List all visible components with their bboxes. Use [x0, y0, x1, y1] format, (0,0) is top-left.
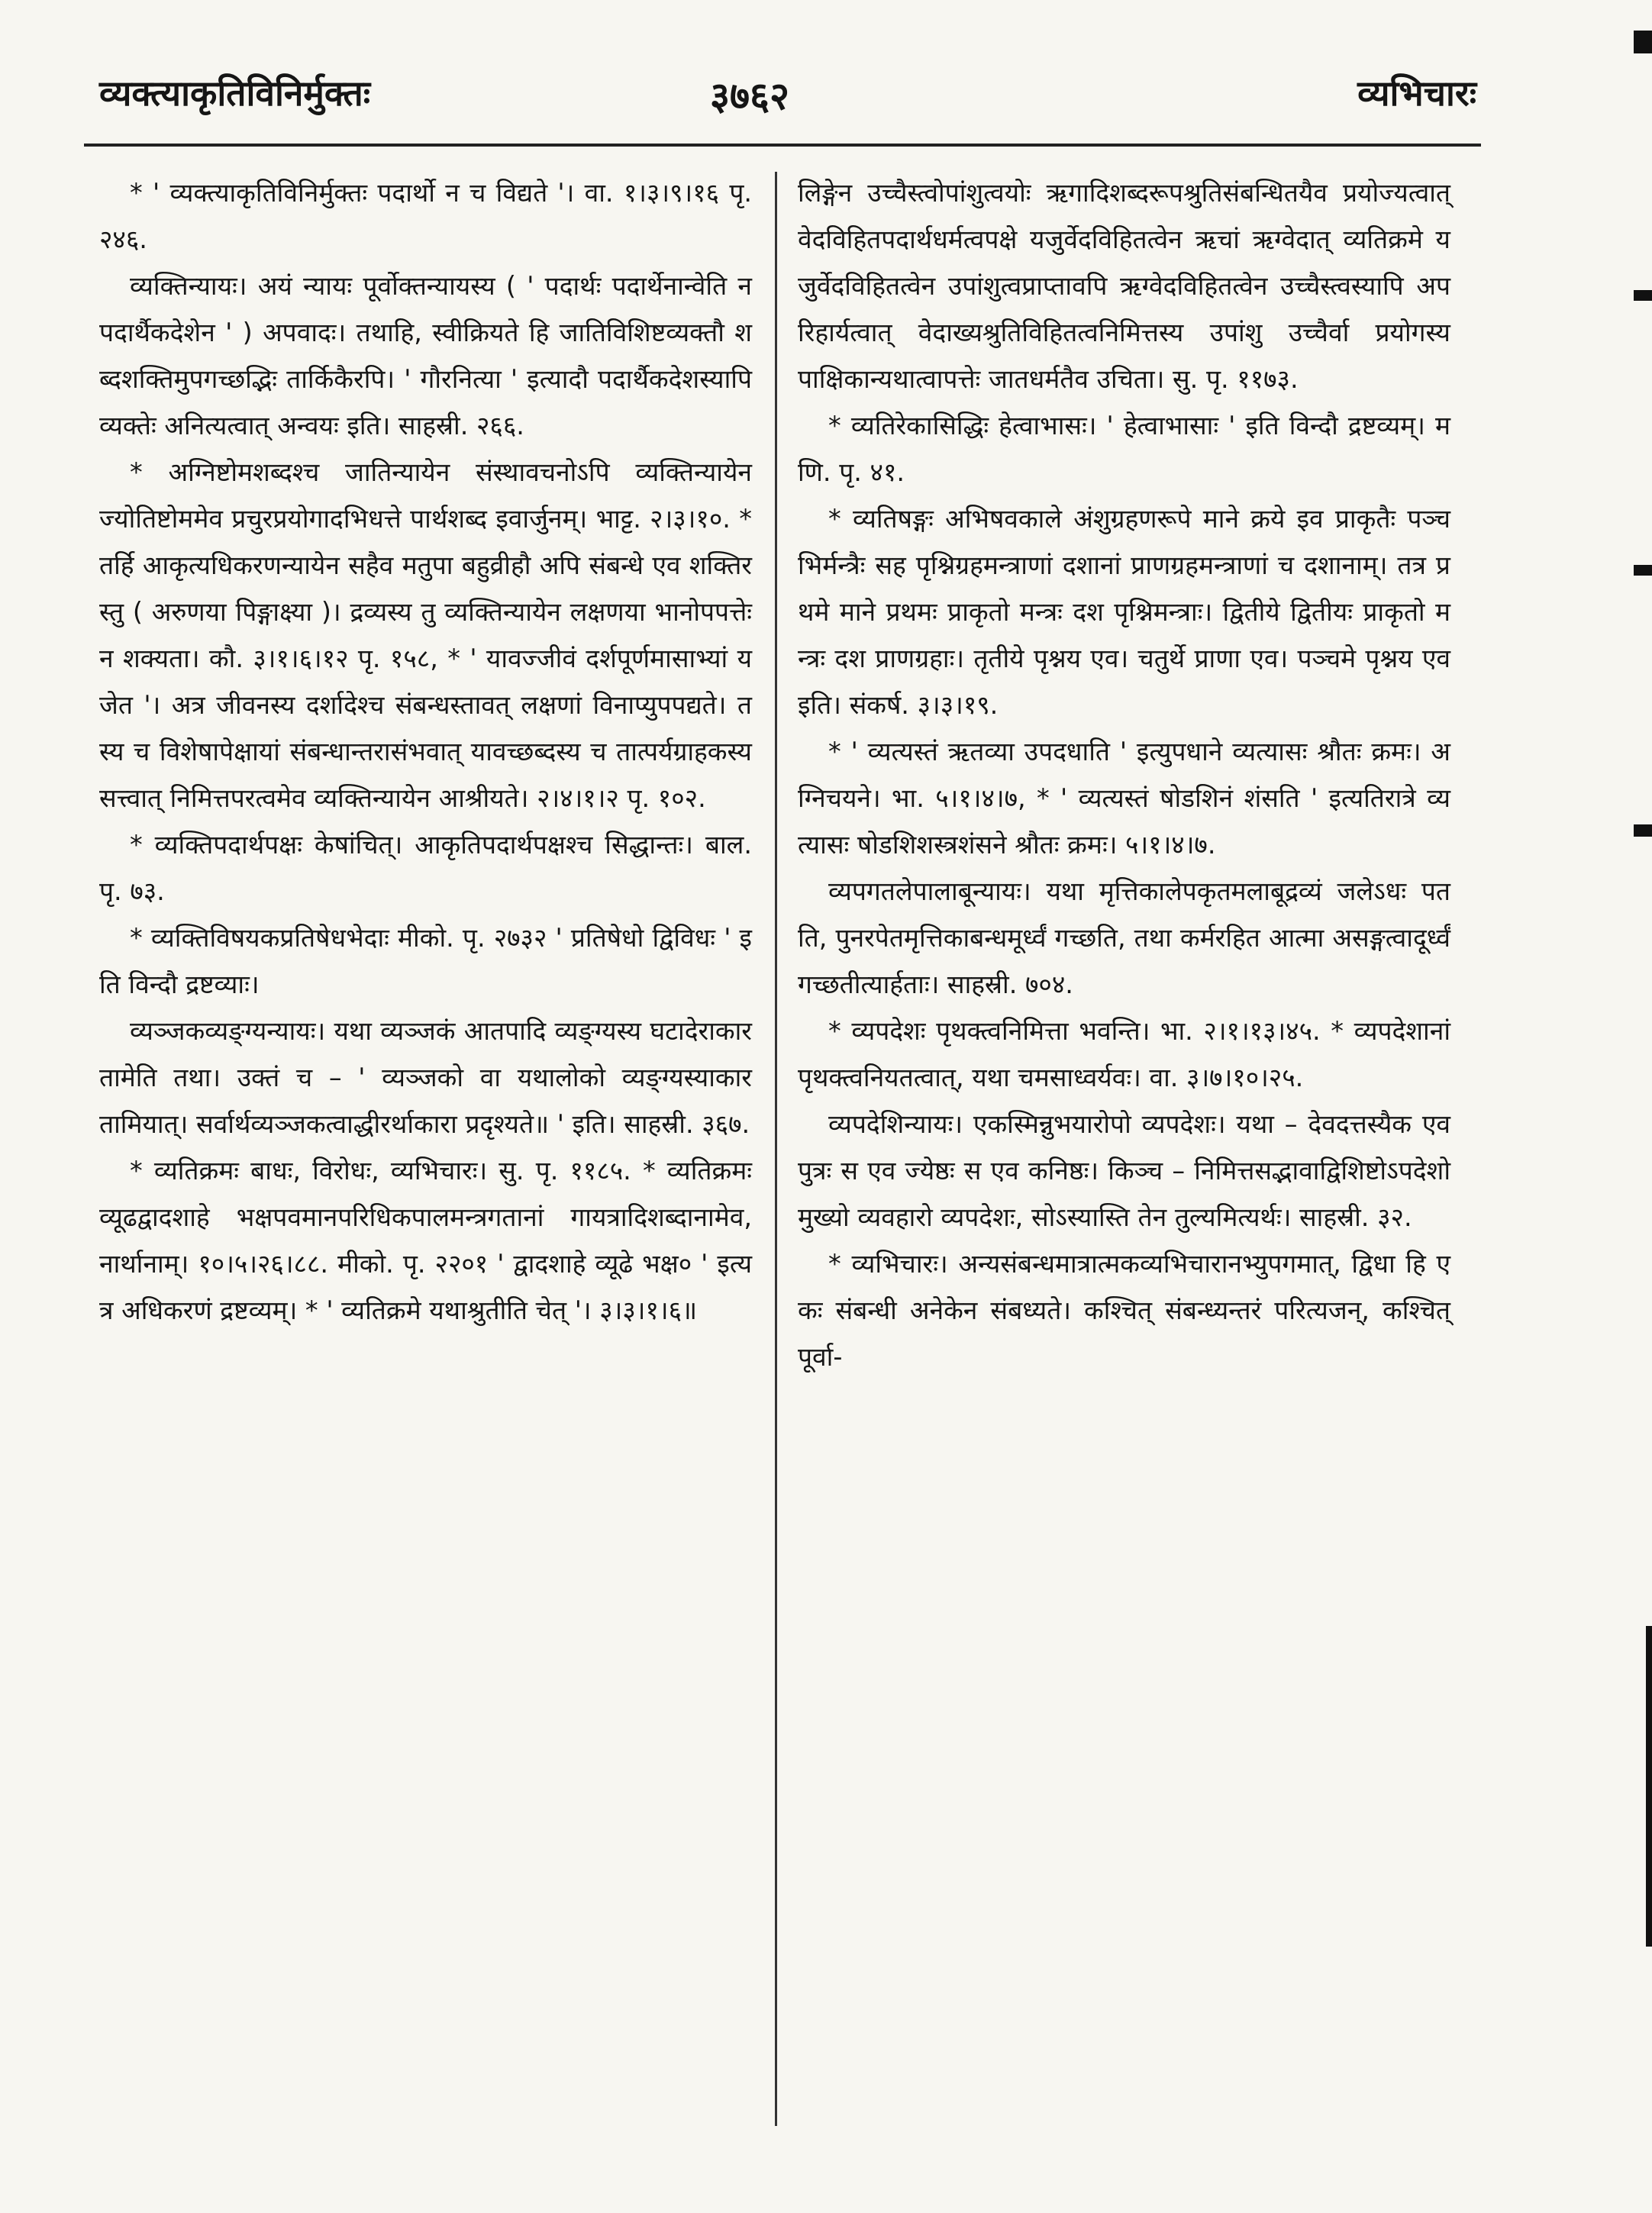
- entry: * व्यभिचारः। अन्यसंबन्धमात्रात्मकव्यभिचारानभ्युपगमात्, द्विधा हि एकः संबन्धी अनेकेन संबध्यते। कश्चित् संबन्ध्यन्तरं परित्यजन्, कश्चित् पूर्वा-: [798, 1249, 1450, 1372]
- header-right-guideword: व्यभिचारः: [1357, 73, 1476, 114]
- scan-edge-mark: [1634, 565, 1652, 576]
- column-divider: [775, 172, 777, 2126]
- entry: * ' व्यक्त्याकृतिविनिर्मुक्तः पदार्थो न च विद्यते '। वा. १।३।९।१६ पृ. २४६.: [99, 178, 752, 254]
- scan-edge-mark: [1634, 824, 1652, 837]
- scan-edge-mark: [1646, 1626, 1652, 1947]
- page-number: ३७६२: [710, 74, 789, 118]
- header-rule: [84, 144, 1481, 147]
- entry: * व्यपदेशः पृथक्त्वनिमित्ता भवन्ति। भा. २।१।१३।४५. * व्यपदेशानां पृथक्त्वनियतत्वात्, यथा चमसाध्वर्यवः। वा. ३।७।१०।२५.: [798, 1016, 1450, 1092]
- entry: * व्यतिक्रमः बाधः, विरोधः, व्यभिचारः। सु. पृ. ११८५. * व्यतिक्रमः व्यूढद्वादशाहे भक्षपवमानपरिधिकपालमन्त्रगतानां गायत्रादिशब्दानामेव, नार्थानाम्। १०।५।२६।८८. मीको. पृ. २२०१ ' द्वादशाहे व्यूढे भक्ष० ' इत्यत्र अधिकरणं द्रष्टव्यम्। * ' व्यतिक्रमे यथाश्रुतीति चेत् '। ३।३।१।६॥: [99, 1156, 752, 1325]
- entry: व्यपदेशिन्यायः। एकस्मिन्नुभयारोपो व्यपदेशः। यथा – देवदत्तस्यैक एव पुत्रः स एव ज्येष्ठः स एव कनिष्ठः। किञ्च – निमित्तसद्भावाद्विशिष्टोऽपदेशो मुख्यो व्यवहारो व्यपदेशः, सोऽस्यास्ति तेन तुल्यमित्यर्थः। साहस्री. ३२.: [798, 1109, 1450, 1232]
- entry: व्यञ्जकव्यङ्ग्यन्यायः। यथा व्यञ्जकं आतपादि व्यङ्ग्यस्य घटादेराकारतामेति तथा। उक्तं च – ' व्यञ्जको वा यथालोको व्यङ्ग्यस्याकारतामियात्। सर्वार्थव्यञ्जकत्वाद्धीरर्थाकारा प्रदृश्यते॥ ' इति। साहस्री. ३६७.: [99, 1016, 752, 1139]
- header-left-guideword: व्यक्त्याकृतिविनिर्मुक्तः: [99, 73, 371, 114]
- left-column: [99, 169, 752, 1334]
- entry: * ' व्यत्यस्तं ऋतव्या उपदधाति ' इत्युपधाने व्यत्यासः श्रौतः क्रमः। अग्निचयने। भा. ५।१।४।७, * ' व्यत्यस्तं षोडशिनं शंसति ' इत्यतिरात्रे व्यत्यासः षोडशिशस्त्रशंसने श्रौतः क्रमः। ५।१।४।७.: [798, 737, 1450, 860]
- entry: व्यक्तिन्यायः। अयं न्यायः पूर्वोक्तन्यायस्य ( ' पदार्थः पदार्थेनान्वेति न पदार्थैकदेशेन ' ) अपवादः। तथाहि, स्वीक्रियते हि जातिविशिष्टव्यक्तौ शब्दशक्तिमुपगच्छद्भिः तार्किकैरपि। ' गौरनित्या ' इत्यादौ पदार्थैकदेशस्यापि व्यक्तेः अनित्यत्वात् अन्वयः इति। साहस्री. २६६.: [99, 271, 752, 440]
- entry: व्यपगतलेपालाबून्यायः। यथा मृत्तिकालेपकृतमलाबूद्रव्यं जलेऽधः पतति, पुनरपेतमृत्तिकाबन्धमूर्ध्वं गच्छति, तथा कर्मरहित आत्मा असङ्गत्वादूर्ध्वं गच्छतीत्यार्हताः। साहस्री. ७०४.: [798, 876, 1450, 999]
- entry: लिङ्गेन उच्चैस्त्वोपांशुत्वयोः ऋगादिशब्दरूपश्रुतिसंबन्धितयैव प्रयोज्यत्वात् वेदविहितपदार्थधर्मत्वपक्षे यजुर्वेदविहितत्वेन ऋचां ऋग्वेदात् व्यतिक्रमे यजुर्वेदविहितत्वेन उपांशुत्वप्राप्तावपि ऋग्वेदविहितत्वेन उच्चैस्त्वस्यापि अपरिहार्यत्वात् वेदाख्यश्रुतिविहितत्वनिमित्तस्य उपांशु उच्चैर्वा प्रयोगस्य पाक्षिकान्यथात्वापत्तेः जातधर्मतैव उचिता। सु. पृ. ११७३.: [798, 178, 1450, 394]
- entry: * व्यक्तिविषयकप्रतिषेधभेदाः मीको. पृ. २७३२ ' प्रतिषेधो द्विविधः ' इति विन्दौ द्रष्टव्याः।: [99, 923, 752, 999]
- scan-edge-mark: [1634, 290, 1652, 301]
- entry: * व्यक्तिपदार्थपक्षः केषांचित्। आकृतिपदार्थपक्षश्च सिद्धान्तः। बाल. पृ. ७३.: [99, 830, 752, 906]
- scan-edge-mark: [1634, 31, 1652, 53]
- entry: * व्यतिषङ्गः अभिषवकाले अंशुग्रहणरूपे माने क्रये इव प्राकृतैः पञ्चभिर्मन्त्रैः सह पृश्निग्रहमन्त्राणां दशानां प्राणग्रहमन्त्राणां च दशानाम्। तत्र प्रथमे माने प्रथमः प्राकृतो मन्त्रः दश पृश्निमन्त्राः। द्वितीये द्वितीयः प्राकृतो मन्त्रः दश प्राणग्रहाः। तृतीये पृश्नय एव। चतुर्थे प्राणा एव। पञ्चमे पृश्नय एव इति। संकर्ष. ३।३।१९.: [798, 504, 1450, 720]
- entry: * व्यतिरेकासिद्धिः हेत्वाभासः। ' हेत्वाभासाः ' इति विन्दौ द्रष्टव्यम्। मणि. पृ. ४१.: [798, 411, 1450, 487]
- right-column: [798, 169, 1450, 1380]
- entry: * अग्निष्टोमशब्दश्च जातिन्यायेन संस्थावचनोऽपि व्यक्तिन्यायेन ज्योतिष्टोममेव प्रचुरप्रयोगादभिधत्ते पार्थशब्द इवार्जुनम्। भाट्ट. २।३।१०. * तर्हि आकृत्यधिकरणन्यायेन सहैव मतुपा बहुव्रीहौ अपि संबन्धे एव शक्तिरस्तु ( अरुणया पिङ्गाक्ष्या )। द्रव्यस्य तु व्यक्तिन्यायेन लक्षणया भानोपपत्तेः न शक्यता। कौ. ३।१।६।१२ पृ. १५८, * ' यावज्जीवं दर्शपूर्णमासाभ्यां यजेत '। अत्र जीवनस्य दर्शादेश्च संबन्धस्तावत् लक्षणां विनाप्युपपद्यते। तस्य च विशेषापेक्षायां संबन्धान्तरासंभवात् यावच्छब्दस्य च तात्पर्यग्राहकस्य सत्त्वात् निमित्तपरत्वमेव व्यक्तिन्यायेन आश्रीयते। २।४।१।२ पृ. १०२.: [99, 457, 752, 813]
